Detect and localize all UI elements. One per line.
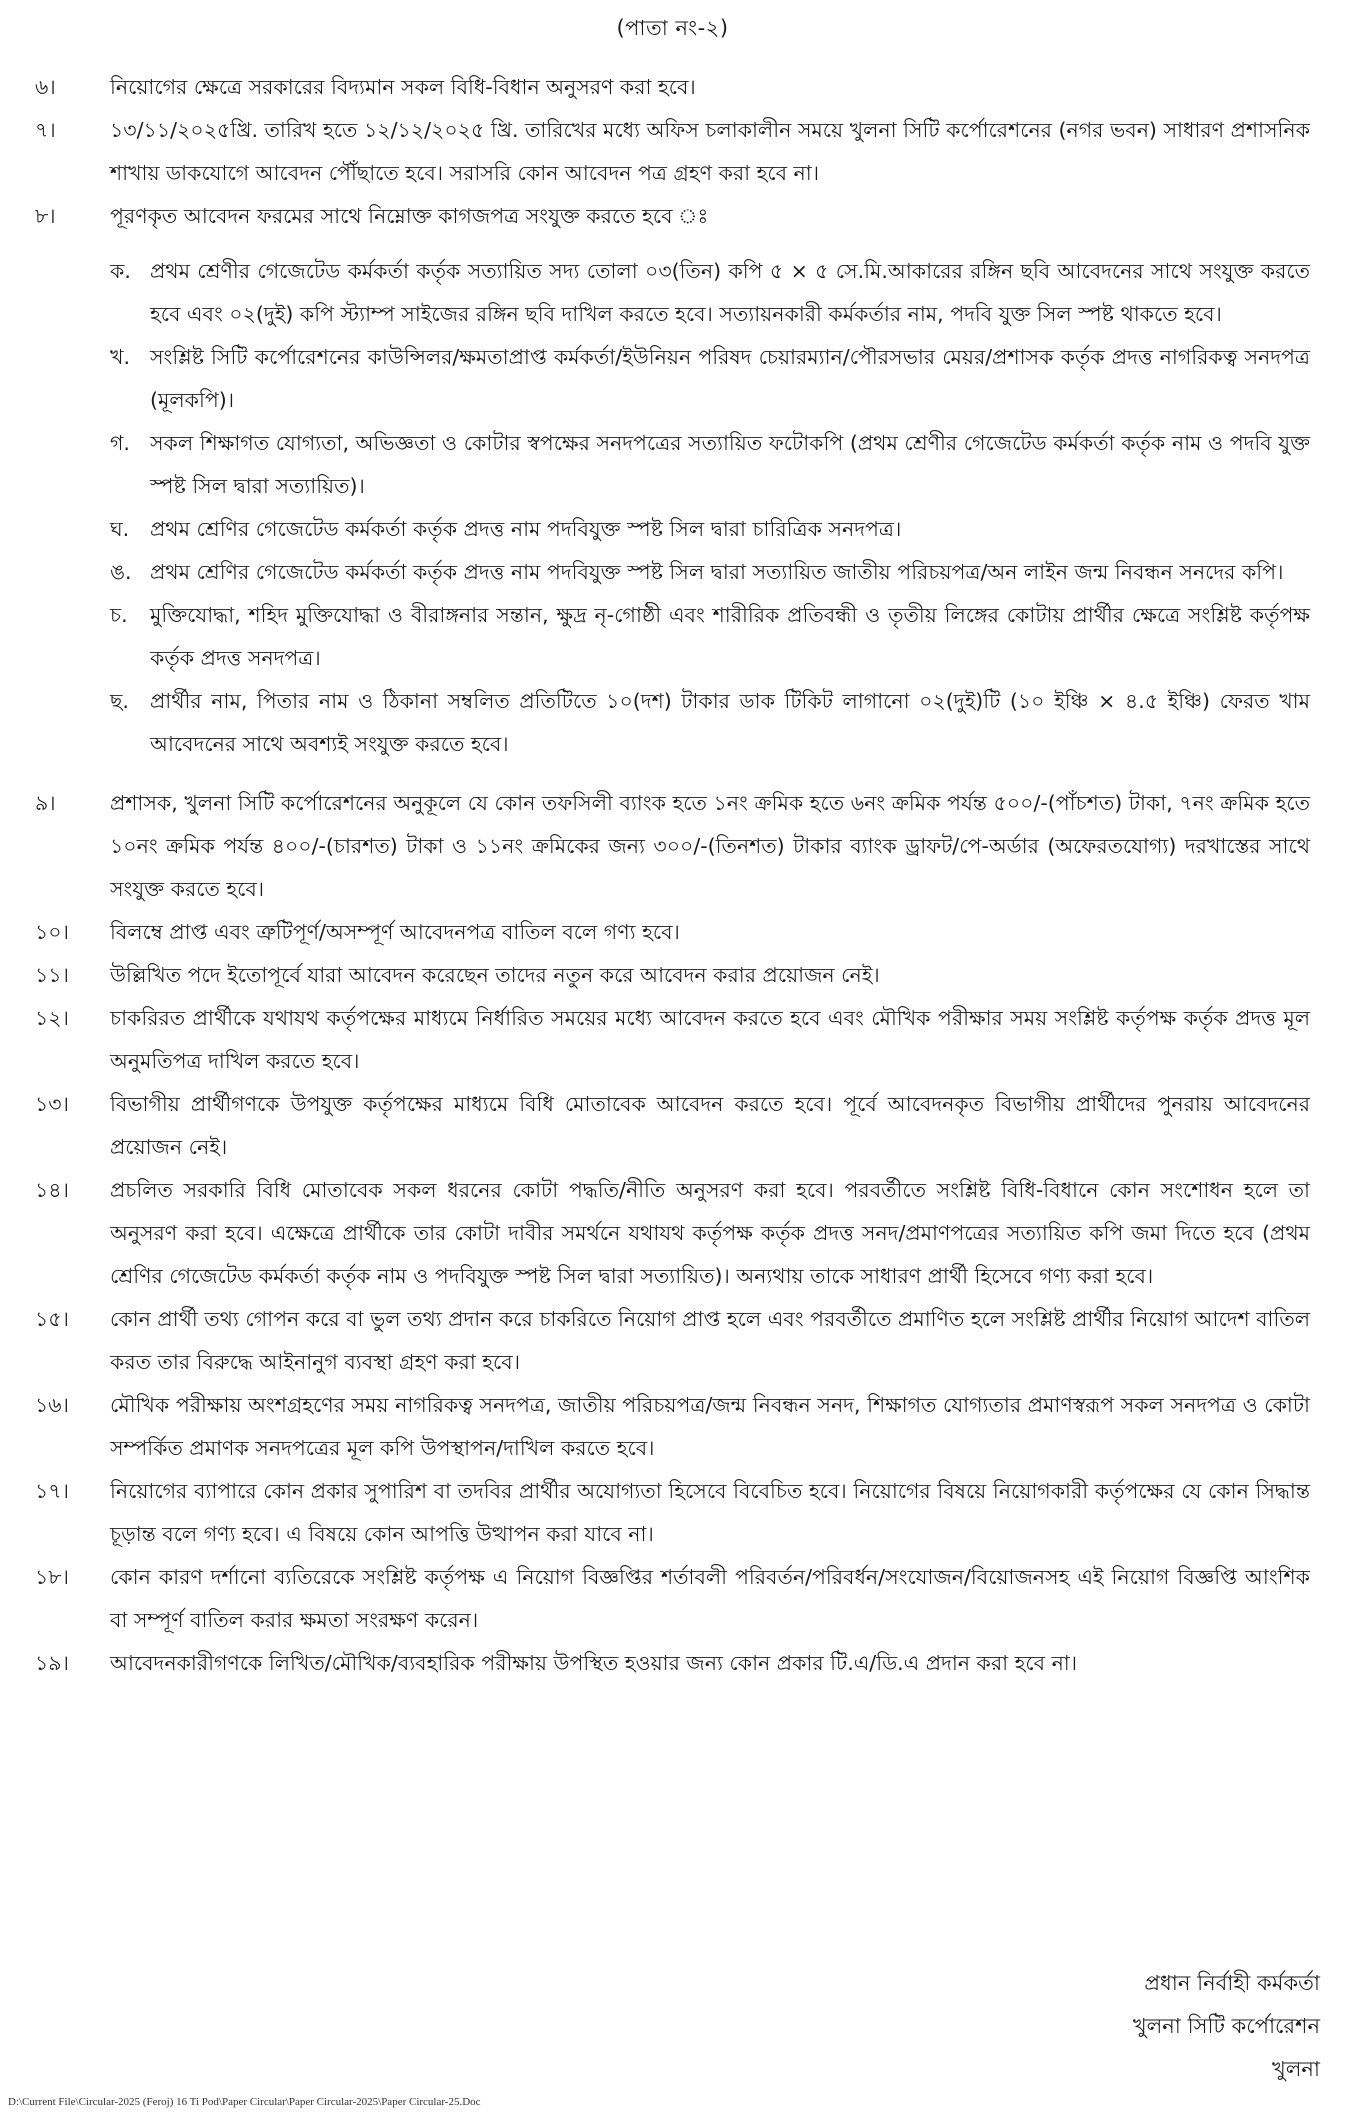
clause-item: [35, 997, 1310, 1083]
clause-number: ১৩।: [35, 1092, 69, 1116]
clause-text: পূরণকৃত আবেদন ফরমের সাথে নিম্নোক্ত কাগজপত্র সংযুক্ত করতে হবে ঃ: [110, 204, 709, 228]
clause-text: নিয়োগের ক্ষেত্রে সরকারের বিদ্যমান সকল বিধি-বিধান অনুসরণ করা হবে।: [110, 75, 696, 99]
sub-item-letter: গ.: [110, 431, 130, 455]
clause-text: মৌখিক পরীক্ষায় অংশগ্রহণের সময় নাগরিকত্ব সনদপত্র, জাতীয় পরিচয়পত্র/জন্ম নিবন্ধন সনদ, শিক্ষাগত যোগ্যতার প্রমাণস্বরূপ সকল সনদপত্র ও কোটা সম্পর্কিত প্রমাণক সনদপত্রের মূল কপি উপস্থাপন/দাখিল করতে হবে।: [110, 1393, 1310, 1460]
sub-item-list: [110, 250, 1310, 766]
clause-text: আবেদনকারীগণকে লিখিত/মৌখিক/ব্যবহারিক পরীক্ষায় উপস্থিত হওয়ার জন্য কোন প্রকার টি.এ/ডি.এ প্রদান করা হবে না।: [110, 1651, 1078, 1675]
sub-item-text: সংশ্লিষ্ট সিটি কর্পোরেশনের কাউন্সিলর/ক্ষমতাপ্রাপ্ত কর্মকর্তা/ইউনিয়ন পরিষদ চেয়ারম্যান/পৌরসভার মেয়র/প্রশাসক কর্তৃক প্রদত্ত নাগরিকত্ব সনদপত্র (মূলকপি)।: [150, 345, 1310, 412]
sub-item-text: সকল শিক্ষাগত যোগ্যতা, অভিজ্ঞতা ও কোটার স্বপক্ষের সনদপত্রের সত্যায়িত ফটোকপি (প্রথম শ্রেণীর গেজেটেড কর্মকর্তা কর্তৃক নাম ও পদবি যুক্ত স্পষ্ট সিল দ্বারা সত্যায়িত)।: [150, 431, 1310, 498]
sub-item: [110, 422, 1310, 508]
clause-text: কোন প্রার্থী তথ্য গোপন করে বা ভুল তথ্য প্রদান করে চাকরিতে নিয়োগ প্রাপ্ত হলে এবং পরবর্তীতে প্রমাণিত হলে সংশ্লিষ্ট প্রার্থীর নিয়োগ আদেশ বাতিল করত তার বিরুদ্ধে আইনানুগ ব্যবস্থা গ্রহণ করা হবে।: [110, 1307, 1310, 1374]
page-number-label: (পাতা নং-২): [616, 16, 729, 40]
sub-item: [110, 551, 1310, 594]
clause-number: ১৭।: [35, 1479, 69, 1503]
clause-number: ১০।: [35, 920, 69, 944]
clause-item: [35, 911, 1310, 954]
sub-item-letter: ছ.: [110, 689, 129, 713]
sub-item-text: প্রথম শ্রেণির গেজেটেড কর্মকর্তা কর্তৃক প্রদত্ত নাম পদবিযুক্ত স্পষ্ট সিল দ্বারা সত্যায়িত জাতীয় পরিচয়পত্র/অন লাইন জন্ম নিবন্ধন সনদের কপি।: [150, 560, 1284, 584]
clause-number: ১৪।: [35, 1178, 69, 1202]
clause-number: ৯।: [35, 791, 56, 815]
clause-number: ১৫।: [35, 1307, 69, 1331]
clause-number: ১৬।: [35, 1393, 69, 1417]
clause-item: [35, 109, 1310, 195]
clause-item: [35, 1556, 1310, 1642]
clause-item: [35, 1169, 1310, 1298]
footer-file-path: D:\Current File\Circular-2025 (Feroj) 16 Ti Pod\Paper Circular\Paper Circular-2025\Paper Circular-25.Doc: [8, 2096, 481, 2108]
sub-item-letter: চ.: [110, 603, 128, 627]
clause-number: ১৮।: [35, 1565, 69, 1589]
clause-item: [35, 1470, 1310, 1556]
sub-item-letter: ঙ.: [110, 560, 132, 584]
sub-item: [110, 594, 1310, 680]
clause-text: উল্লিখিত পদে ইতোপূর্বে যারা আবেদন করেছেন তাদের নতুন করে আবেদন করার প্রয়োজন নেই।: [110, 963, 880, 987]
signatory-organization: খুলনা সিটি কর্পোরেশন: [1132, 2014, 1320, 2038]
sub-item: [110, 508, 1310, 551]
sub-item-letter: ক.: [110, 259, 131, 283]
clause-text: চাকরিরত প্রার্থীকে যথাযথ কর্তৃপক্ষের মাধ্যমে নির্ধারিত সময়ের মধ্যে আবেদন করতে হবে এবং মৌখিক পরীক্ষার সময় সংশ্লিষ্ট কর্তৃপক্ষ কর্তৃক প্রদত্ত মূল অনুমতিপত্র দাখিল করতে হবে।: [110, 1006, 1310, 1073]
sub-item-letter: ঘ.: [110, 517, 130, 541]
sub-item-letter: খ.: [110, 345, 130, 369]
sub-item-text: প্রার্থীর নাম, পিতার নাম ও ঠিকানা সম্বলিত প্রতিটিতে ১০(দশ) টাকার ডাক টিকিট লাগানো ০২(দুই)টি (১০ ইঞ্চি × ৪.৫ ইঞ্চি) ফেরত খাম আবেদনের সাথে অবশ্যই সংযুক্ত করতে হবে।: [150, 689, 1310, 756]
clause-number: ৮।: [35, 204, 56, 228]
clause-number: ১১।: [35, 963, 69, 987]
clause-item: [35, 195, 1310, 238]
clause-text: নিয়োগের ব্যাপারে কোন প্রকার সুপারিশ বা তদবির প্রার্থীর অযোগ্যতা হিসেবে বিবেচিত হবে। নিয়োগের বিষয়ে নিয়োগকারী কর্তৃপক্ষের যে কোন সিদ্ধান্ত চূড়ান্ত বলে গণ্য হবে। এ বিষয়ে কোন আপত্তি উত্থাপন করা যাবে না।: [110, 1479, 1310, 1546]
clause-text: কোন কারণ দর্শানো ব্যতিরেকে সংশ্লিষ্ট কর্তৃপক্ষ এ নিয়োগ বিজ্ঞপ্তির শর্তাবলী পরিবর্তন/পরিবর্ধন/সংযোজন/বিয়োজনসহ এই নিয়োগ বিজ্ঞপ্তি আংশিক বা সম্পূর্ণ বাতিল করার ক্ষমতা সংরক্ষণ করেন।: [110, 1565, 1310, 1632]
clause-text: বিভাগীয় প্রার্থীগণকে উপযুক্ত কর্তৃপক্ষের মাধ্যমে বিধি মোতাবেক আবেদন করতে হবে। পূর্বে আবেদনকৃত বিভাগীয় প্রার্থীদের পুনরায় আবেদনের প্রয়োজন নেই।: [110, 1092, 1310, 1159]
clause-text: প্রশাসক, খুলনা সিটি কর্পোরেশনের অনুকূলে যে কোন তফসিলী ব্যাংক হতে ১নং ক্রমিক হতে ৬নং ক্রমিক পর্যন্ত ৫০০/-(পাঁচশত) টাকা, ৭নং ক্রমিক হতে ১০নং ক্রমিক পর্যন্ত ৪০০/-(চারশত) টাকা ও ১১নং ক্রমিকের জন্য ৩০০/-(তিনশত) টাকার ব্যাংক ড্রাফট/পে-অর্ডার (অফেরতযোগ্য) দরখাস্তের সাথে সংযুক্ত করতে হবে।: [110, 791, 1310, 901]
sub-item: [110, 250, 1310, 336]
sub-item-text: মুক্তিযোদ্ধা, শহিদ মুক্তিযোদ্ধা ও বীরাঙ্গনার সন্তান, ক্ষুদ্র নৃ-গোষ্ঠী এবং শারীরিক প্রতিবন্ধী ও তৃতীয় লিঙ্গের কোটায় প্রার্থীর ক্ষেত্রে সংশ্লিষ্ট কর্তৃপক্ষ কর্তৃক প্রদত্ত সনদপত্র।: [150, 603, 1310, 670]
clause-number: ১৯।: [35, 1651, 69, 1675]
clause-item: [35, 1298, 1310, 1384]
signatory-city: খুলনা: [1271, 2057, 1320, 2081]
clause-item: [35, 1642, 1310, 1685]
clause-text: প্রচলিত সরকারি বিধি মোতাবেক সকল ধরনের কোটা পদ্ধতি/নীতি অনুসরণ করা হবে। পরবর্তীতে সংশ্লিষ্ট বিধি-বিধানে কোন সংশোধন হলে তা অনুসরণ করা হবে। এক্ষেত্রে প্রার্থীকে তার কোটা দাবীর সমর্থনে যথাযথ কর্তৃপক্ষ কর্তৃক প্রদত্ত সনদ/প্রমাণপত্রের সত্যায়িত কপি জমা দিতে হবে (প্রথম শ্রেণির গেজেটেড কর্মকর্তা কর্তৃক নাম ও পদবিযুক্ত স্পষ্ট সিল দ্বারা সত্যায়িত)। অন্যথায় তাকে সাধারণ প্রার্থী হিসেবে গণ্য করা হবে।: [110, 1178, 1310, 1288]
sub-item-text: প্রথম শ্রেণীর গেজেটেড কর্মকর্তা কর্তৃক সত্যায়িত সদ্য তোলা ০৩(তিন) কপি ৫ × ৫ সে.মি.আকারের রঙ্গিন ছবি আবেদনের সাথে সংযুক্ত করতে হবে এবং ০২(দুই) কপি স্ট্যাম্প সাইজের রঙ্গিন ছবি দাখিল করতে হবে। সত্যায়নকারী কর্মকর্তার নাম, পদবি যুক্ত সিল স্পষ্ট থাকতে হবে।: [150, 259, 1310, 326]
clause-item: [35, 782, 1310, 911]
clause-number: ৭।: [35, 118, 56, 142]
signatory-title: প্রধান নির্বাহী কর্মকর্তা: [1144, 1971, 1320, 1995]
sub-item: [110, 336, 1310, 422]
sub-item: [110, 680, 1310, 766]
clause-number: ১২।: [35, 1006, 69, 1030]
signature-block: [1060, 1962, 1320, 2091]
clause-number: ৬।: [35, 75, 56, 99]
clause-item: [35, 66, 1310, 109]
clause-item: [35, 1083, 1310, 1169]
sub-item-text: প্রথম শ্রেণির গেজেটেড কর্মকর্তা কর্তৃক প্রদত্ত নাম পদবিযুক্ত স্পষ্ট সিল দ্বারা চারিত্রিক সনদপত্র।: [150, 517, 902, 541]
clause-item: [35, 1384, 1310, 1470]
clause-text: ১৩/১১/২০২৫খ্রি. তারিখ হতে ১২/১২/২০২৫ খ্রি. তারিখের মধ্যে অফিস চলাকালীন সময়ে খুলনা সিটি কর্পোরেশনের (নগর ভবন) সাধারণ প্রশাসনিক শাখায় ডাকযোগে আবেদন পৌঁছাতে হবে। সরাসরি কোন আবেদন পত্র গ্রহণ করা হবে না।: [110, 118, 1310, 185]
clause-text: বিলম্বে প্রাপ্ত এবং ত্রুটিপূর্ণ/অসম্পূর্ণ আবেদনপত্র বাতিল বলে গণ্য হবে।: [110, 920, 680, 944]
clause-list: [35, 66, 1310, 1685]
clause-item: [35, 954, 1310, 997]
